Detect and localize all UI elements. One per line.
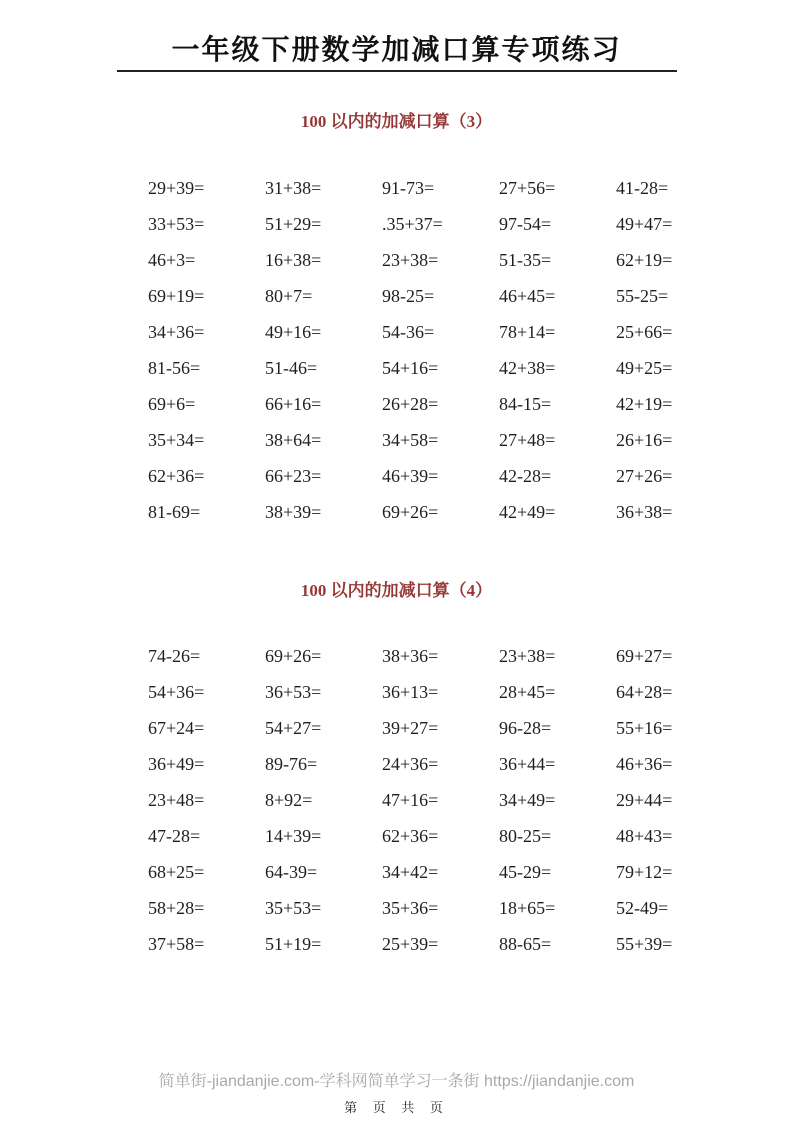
problem: 36+38= (616, 502, 673, 522)
problem: 69+26= (265, 646, 322, 666)
problem: 38+36= (382, 646, 439, 666)
problem: 91-73= (382, 178, 435, 198)
problem: 14+39= (265, 826, 322, 846)
problem: 46+45= (499, 286, 556, 306)
problem: 45-29= (499, 862, 552, 882)
section-title-2: 100 以内的加减口算（4） (300, 581, 493, 600)
problem: 54+27= (265, 718, 322, 738)
problem: 46+36= (616, 754, 673, 774)
problem: 36+53= (265, 682, 322, 702)
problem: 62+36= (382, 826, 439, 846)
problem: 16+38= (265, 250, 322, 270)
problem: 23+38= (382, 250, 439, 270)
problem: 31+38= (265, 178, 322, 198)
problem: 47+16= (382, 790, 439, 810)
problem: 67+24= (148, 718, 205, 738)
problem: 42+49= (499, 502, 556, 522)
problem: 26+28= (382, 394, 439, 414)
problem: 34+42= (382, 862, 439, 882)
problem: 54-36= (382, 322, 435, 342)
problem: 33+53= (148, 214, 205, 234)
problem: 62+36= (148, 466, 205, 486)
title-divider (117, 70, 677, 72)
problem: 69+26= (382, 502, 439, 522)
problem: 58+28= (148, 898, 205, 918)
problem: 79+12= (616, 862, 673, 882)
problem: 27+26= (616, 466, 673, 486)
problem: 34+49= (499, 790, 556, 810)
problem: 51-46= (265, 358, 318, 378)
problem: 29+39= (148, 178, 205, 198)
problem: 42-28= (499, 466, 552, 486)
problem: 37+58= (148, 934, 205, 954)
problems-grid-2 (148, 638, 738, 962)
problem: 80+7= (265, 286, 313, 306)
problem: 69+6= (148, 394, 196, 414)
problem: 42+38= (499, 358, 556, 378)
problem: 23+38= (499, 646, 556, 666)
footer-site-text: 简单街-jiandanjie.com-学科网简单学习一条街 https://jiandanjie.com (158, 1073, 635, 1090)
problem: 35+36= (382, 898, 439, 918)
problem: 64+28= (616, 682, 673, 702)
page-title: 一年级下册数学加减口算专项练习 (171, 34, 622, 65)
problem: 48+43= (616, 826, 673, 846)
problem: 51+29= (265, 214, 322, 234)
problem: 69+19= (148, 286, 205, 306)
problem: 24+36= (382, 754, 439, 774)
problem: 55+39= (616, 934, 673, 954)
problem: 49+16= (265, 322, 322, 342)
problem: 68+25= (148, 862, 205, 882)
problem: 49+25= (616, 358, 673, 378)
problem: 54+36= (148, 682, 205, 702)
problem: 35+34= (148, 430, 205, 450)
problem: 42+19= (616, 394, 673, 414)
problem: 49+47= (616, 214, 673, 234)
problem: 55+16= (616, 718, 673, 738)
problem: 46+39= (382, 466, 439, 486)
problem: 36+13= (382, 682, 439, 702)
problem: 96-28= (499, 718, 552, 738)
problem: 66+23= (265, 466, 322, 486)
problem: 34+58= (382, 430, 439, 450)
problem: 51-35= (499, 250, 552, 270)
problem: 97-54= (499, 214, 552, 234)
problem: 34+36= (148, 322, 205, 342)
problem: 81-56= (148, 358, 201, 378)
problem: 89-76= (265, 754, 318, 774)
problem: 36+44= (499, 754, 556, 774)
problem: 98-25= (382, 286, 435, 306)
problem: 69+27= (616, 646, 673, 666)
problem: 54+16= (382, 358, 439, 378)
problem: 47-28= (148, 826, 201, 846)
section-title-1: 100 以内的加减口算（3） (300, 112, 493, 131)
problem: 78+14= (499, 322, 556, 342)
page-number-line: 第 页 共 页 (344, 1100, 449, 1115)
problem: 36+49= (148, 754, 205, 774)
problem: 64-39= (265, 862, 318, 882)
problem: 80-25= (499, 826, 552, 846)
problem: 84-15= (499, 394, 552, 414)
problem: 27+56= (499, 178, 556, 198)
problem: 55-25= (616, 286, 669, 306)
problem: 62+19= (616, 250, 673, 270)
problem: 52-49= (616, 898, 669, 918)
problem: 46+3= (148, 250, 196, 270)
problem: 23+48= (148, 790, 205, 810)
problem: 26+16= (616, 430, 673, 450)
problem: 8+92= (265, 790, 313, 810)
problem: 29+44= (616, 790, 673, 810)
problem: 81-69= (148, 502, 201, 522)
problem: 88-65= (499, 934, 552, 954)
problem: 74-26= (148, 646, 201, 666)
problem: 25+66= (616, 322, 673, 342)
problem: 38+39= (265, 502, 322, 522)
problem: 18+65= (499, 898, 556, 918)
problem: 51+19= (265, 934, 322, 954)
problem: 28+45= (499, 682, 556, 702)
problems-grid-1 (148, 170, 738, 530)
problem: .35+37= (382, 214, 443, 234)
problem: 35+53= (265, 898, 322, 918)
problem: 38+64= (265, 430, 322, 450)
problem: 39+27= (382, 718, 439, 738)
problem: 27+48= (499, 430, 556, 450)
problem: 66+16= (265, 394, 322, 414)
problem: 25+39= (382, 934, 439, 954)
problem: 41-28= (616, 178, 669, 198)
